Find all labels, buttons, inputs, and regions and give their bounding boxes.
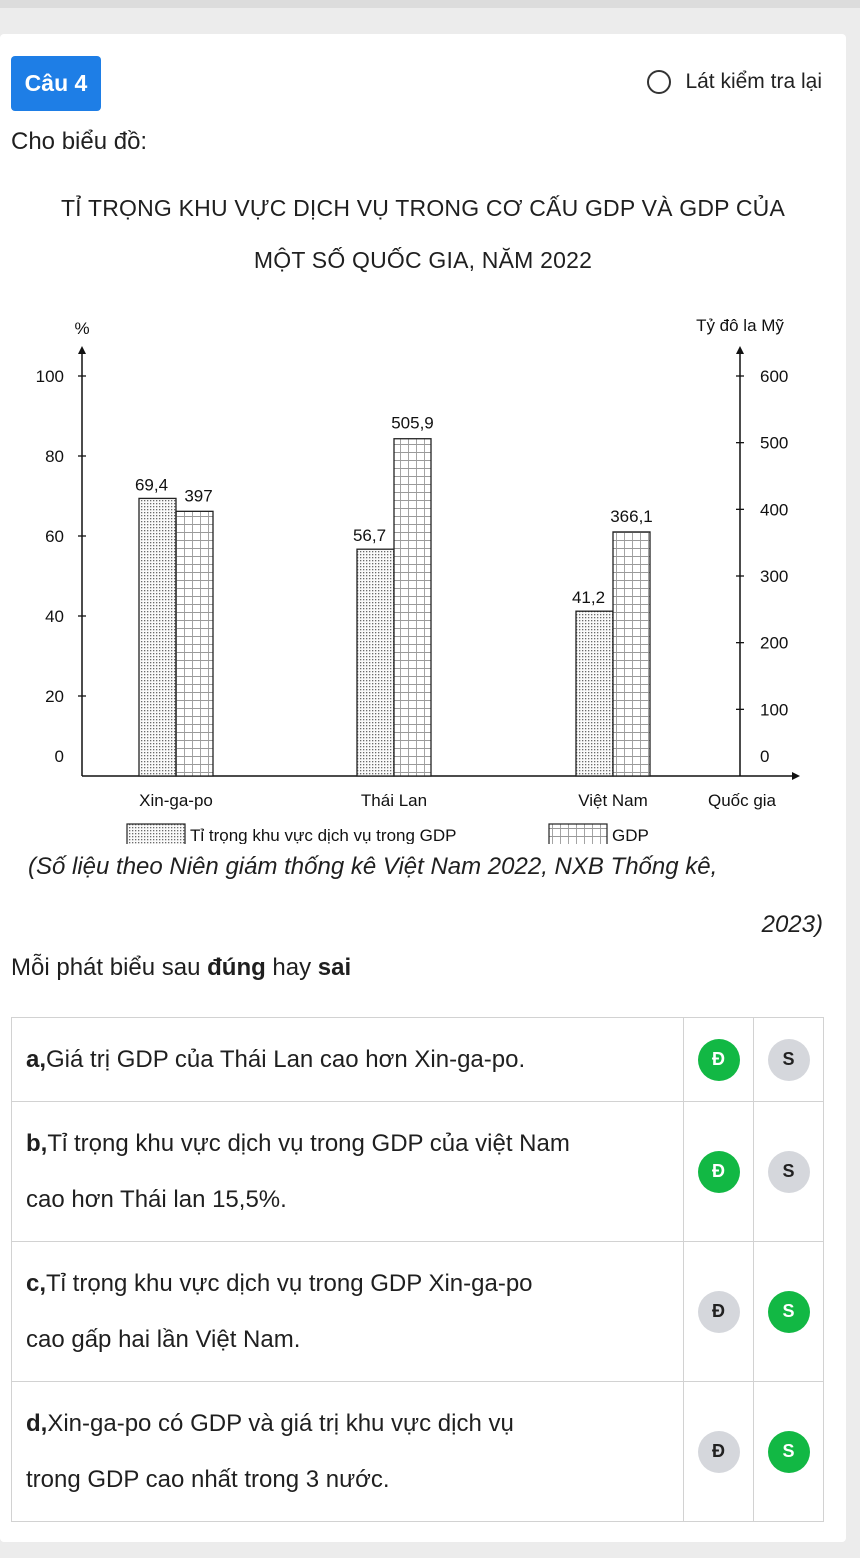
false-button[interactable]: S	[768, 1291, 810, 1333]
right-tick-label: 100	[760, 700, 789, 720]
source-line-1: (Số liệu theo Niên giám thống kê Việt Nam 2022, NXB Thống kê,	[28, 853, 718, 880]
x-axis-label: Quốc gia	[707, 791, 777, 810]
data-label-service-share: 41,2	[571, 588, 606, 608]
true-button[interactable]: Đ	[698, 1151, 740, 1193]
radio-circle-icon[interactable]	[647, 70, 671, 94]
left-tick-label: 20	[45, 687, 64, 706]
left-axis-unit: %	[74, 319, 90, 338]
statement-line: d,Xin-ga-po có GDP và giá trị khu vực dịch vụ	[26, 1409, 514, 1437]
statement-row	[12, 1242, 824, 1382]
right-axis-unit: Tỷ đô la Mỹ	[696, 316, 784, 335]
review-later-toggle[interactable]	[647, 70, 822, 94]
left-tick-label: 40	[45, 607, 64, 626]
statement-text	[12, 1102, 684, 1242]
data-label-gdp: 505,9	[391, 413, 434, 433]
question-intro: Cho biểu đồ:	[11, 128, 148, 155]
false-button[interactable]: S	[768, 1151, 810, 1193]
bar-service-share-2	[357, 549, 394, 776]
right-tick-label: 200	[760, 633, 789, 653]
bar-service-share-1	[139, 498, 176, 776]
statement-row	[12, 1382, 824, 1522]
instruction-text	[11, 954, 351, 982]
statement-letter: d,	[26, 1409, 48, 1437]
answer-cell-false	[754, 1102, 824, 1242]
answer-cell-false	[754, 1382, 824, 1522]
left-tick-label: 60	[45, 527, 64, 546]
right-tick-label: 600	[760, 367, 789, 386]
answer-cell-true	[684, 1382, 754, 1522]
category-label: Việt Nam	[578, 791, 648, 810]
right-tick-label: 0	[760, 747, 770, 766]
false-button[interactable]: S	[768, 1039, 810, 1081]
left-axis-arrow-icon	[78, 346, 86, 354]
chart-title	[0, 182, 846, 286]
right-tick-label: 300	[760, 567, 789, 586]
category-label: Xin-ga-po	[139, 791, 213, 810]
instruction-pre: Mỗi phát biểu sau	[11, 954, 208, 981]
x-axis-arrow-icon	[792, 772, 800, 780]
question-number-badge: Câu 4	[11, 56, 101, 111]
top-bar	[0, 0, 860, 8]
right-axis-arrow-icon	[736, 346, 744, 354]
statement-letter: a,	[26, 1045, 47, 1073]
left-tick-label: 0	[54, 747, 64, 766]
statement-line: b,Tỉ trọng khu vực dịch vụ trong GDP của việt Nam	[26, 1129, 570, 1157]
statement-line: cao gấp hai lần Việt Nam.	[26, 1325, 301, 1353]
statement-line: a,Giá trị GDP của Thái Lan cao hơn Xin-ga-po.	[26, 1045, 526, 1073]
legend-label-gdp: GDP	[612, 826, 649, 844]
true-button[interactable]: Đ	[698, 1039, 740, 1081]
bar-service-share-3	[576, 611, 613, 776]
left-tick-label: 80	[45, 447, 64, 466]
true-button[interactable]: Đ	[698, 1291, 740, 1333]
answer-cell-true	[684, 1018, 754, 1102]
bar-gdp-2	[394, 439, 431, 776]
statement-letter: c,	[26, 1269, 47, 1297]
statement-table	[11, 1017, 824, 1522]
bar-gdp-3	[613, 532, 650, 776]
answer-cell-true	[684, 1242, 754, 1382]
answer-cell-false	[754, 1242, 824, 1382]
instruction-mid: hay	[265, 954, 318, 981]
instruction-true-word: đúng	[207, 954, 266, 981]
statement-row	[12, 1018, 824, 1102]
statement-line: trong GDP cao nhất trong 3 nước.	[26, 1465, 390, 1493]
legend-label-service-share: Tỉ trọng khu vực dịch vụ trong GDP	[190, 826, 457, 844]
true-button[interactable]: Đ	[698, 1431, 740, 1473]
bar-gdp-1	[176, 511, 213, 776]
left-tick-label: 100	[35, 367, 64, 386]
statement-letter: b,	[26, 1129, 48, 1157]
right-tick-label: 400	[760, 500, 789, 520]
data-label-gdp: 397	[184, 486, 213, 506]
instruction-false-word: sai	[317, 954, 352, 981]
answer-cell-true	[684, 1102, 754, 1242]
data-label-service-share: 69,4	[134, 475, 169, 495]
statement-text	[12, 1242, 684, 1382]
answer-cell-false	[754, 1018, 824, 1102]
statement-line: c,Tỉ trọng khu vực dịch vụ trong GDP Xin-ga-po	[26, 1269, 533, 1297]
statement-text	[12, 1382, 684, 1522]
chart-title-line-2: MỘT SỐ QUỐC GIA, NĂM 2022	[253, 247, 593, 273]
right-tick-label: 500	[760, 433, 789, 453]
source-line-2: 2023)	[761, 911, 823, 938]
review-later-label: Lát kiểm tra lại	[685, 70, 822, 93]
chart-title-line-1: TỈ TRỌNG KHU VỰC DỊCH VỤ TRONG CƠ CẤU GDP VÀ GDP CỦA	[60, 195, 786, 221]
statement-row	[12, 1102, 824, 1242]
data-label-service-share: 56,7	[352, 526, 387, 546]
statement-text	[12, 1018, 684, 1102]
statement-line: cao hơn Thái lan 15,5%.	[26, 1185, 287, 1213]
combo-bar-chart	[0, 284, 846, 844]
false-button[interactable]: S	[768, 1431, 810, 1473]
category-label: Thái Lan	[360, 791, 428, 810]
data-source-note	[28, 838, 823, 954]
data-label-gdp: 366,1	[610, 506, 653, 526]
question-card	[0, 34, 846, 1542]
